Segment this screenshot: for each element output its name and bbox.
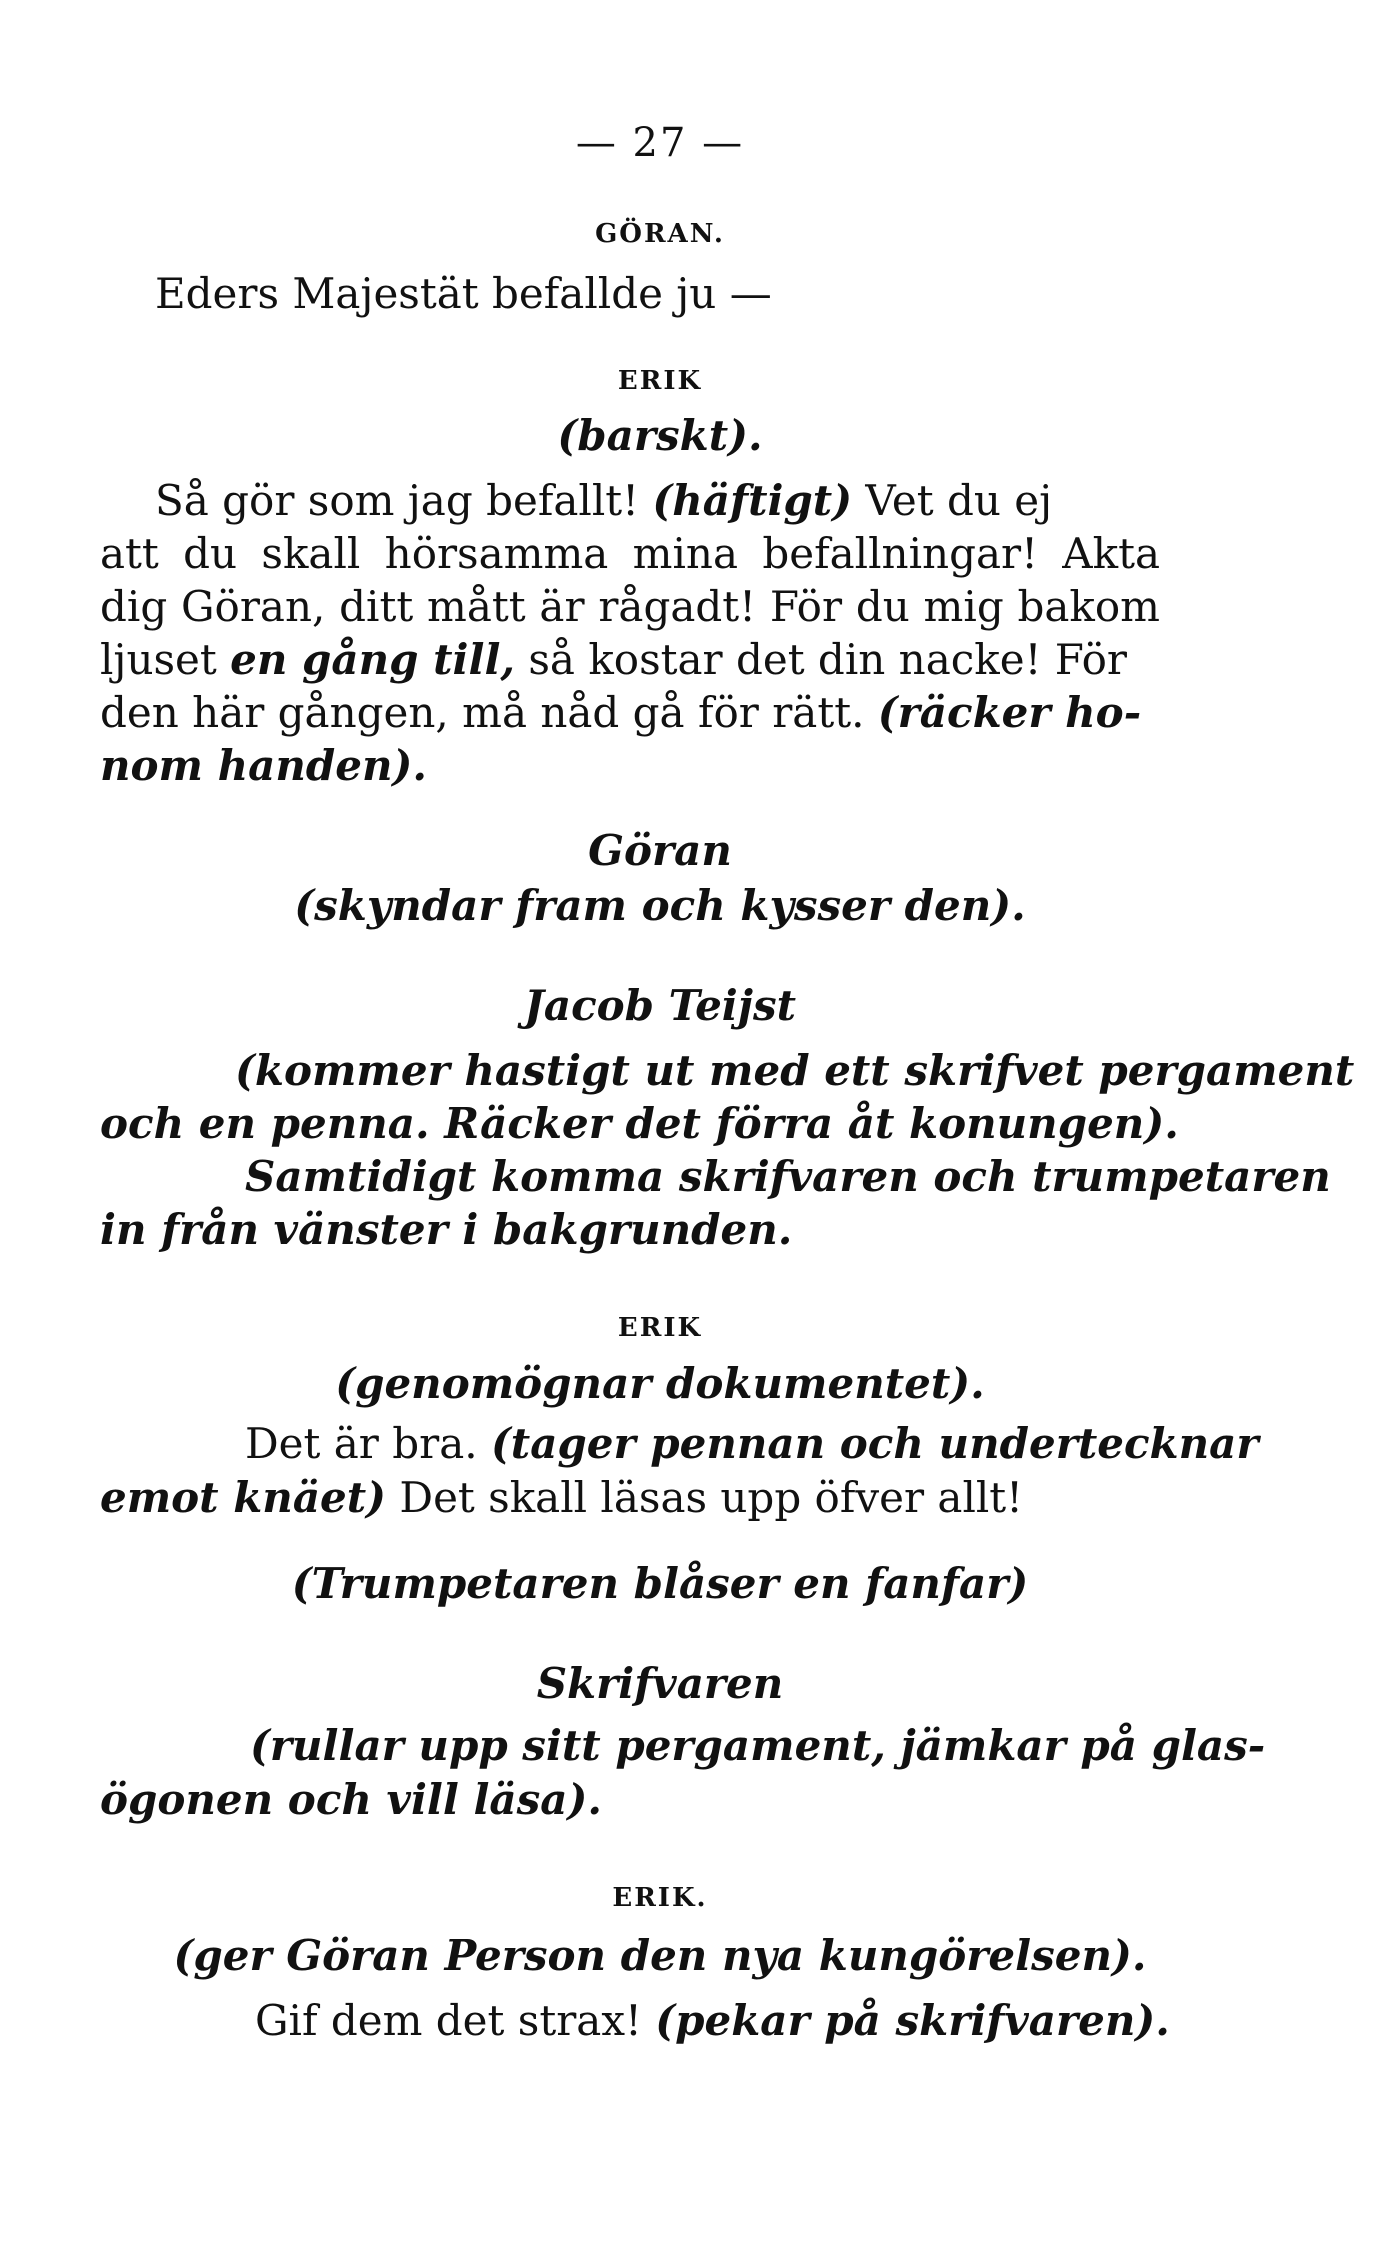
dialogue-text: Det är bra. (245, 1419, 491, 1468)
stage-direction-inline: emot knäet) (100, 1473, 387, 1522)
stage-direction: (Trumpetaren blåser en fanfar) (291, 1559, 1029, 1608)
dialogue-line (245, 1418, 1259, 1470)
speaker-jacob-teijst: Jacob Teijst (523, 981, 796, 1030)
stage-direction-inline: (häftigt) (652, 476, 853, 525)
speaker-goran-italic: Göran (588, 826, 732, 875)
stage-direction: och en penna. Räcker det förra åt konungen). (100, 1099, 1179, 1148)
dialogue-line: Eders Majestät befallde ju — (155, 269, 772, 318)
speaker-goran: GÖRAN. (595, 219, 725, 249)
stage-direction-inline: (räcker ho- (877, 688, 1142, 737)
speaker-erik: ERIK. (612, 1883, 708, 1913)
emphasis: en gång till, (230, 635, 516, 684)
dialogue-text: Gif dem det strax! (255, 1996, 656, 2045)
page-number: — 27 — (575, 120, 745, 166)
dialogue-text: Det skall läsas upp öfver allt! (386, 1473, 1024, 1522)
dialogue-line: dig Göran, ditt mått är rågadt! För du mig bakom (100, 582, 1160, 631)
stage-direction: (genomögnar dokumentet). (335, 1359, 985, 1408)
stage-direction: Samtidigt komma skrifvaren och trumpetaren (245, 1152, 1331, 1201)
stage-direction: in från vänster i bakgrunden. (100, 1205, 793, 1254)
stage-direction-inline: (pekar på skrifvaren). (655, 1996, 1170, 2045)
speaker-erik: ERIK (617, 366, 703, 396)
dialogue-text: den här gången, må nåd gå för rätt. (100, 688, 878, 737)
speaker-skrifvaren: Skrifvaren (536, 1659, 784, 1708)
stage-direction: (rullar upp sitt pergament, jämkar på glas- (250, 1721, 1266, 1770)
stage-direction: ögonen och vill läsa). (100, 1775, 602, 1824)
stage-direction-inline: (tager pennan och undertecknar (490, 1419, 1259, 1468)
dialogue-text: Så gör som jag befallt! (155, 476, 653, 525)
dialogue-text: Vet du ej (852, 476, 1053, 525)
dialogue-line (155, 475, 1170, 527)
dialogue-line (255, 1995, 1170, 2047)
dialogue-line (100, 687, 1160, 739)
stage-direction: (barskt). (557, 411, 763, 460)
dialogue-text: så kostar det din nacke! För (515, 635, 1128, 684)
dialogue-line (100, 1472, 1023, 1524)
dialogue-line: att du skall hörsamma mina befallningar! Akta (100, 529, 1160, 578)
dialogue-line (100, 634, 1160, 686)
stage-direction: (skyndar fram och kysser den). (294, 881, 1026, 930)
dialogue-text: ljuset (100, 635, 231, 684)
stage-direction-inline: nom handen). (100, 741, 428, 790)
stage-direction: (kommer hastigt ut med ett skrifvet pergament (235, 1046, 1355, 1095)
speaker-erik: ERIK (617, 1313, 703, 1343)
stage-direction: (ger Göran Person den nya kungörelsen). (173, 1931, 1147, 1980)
